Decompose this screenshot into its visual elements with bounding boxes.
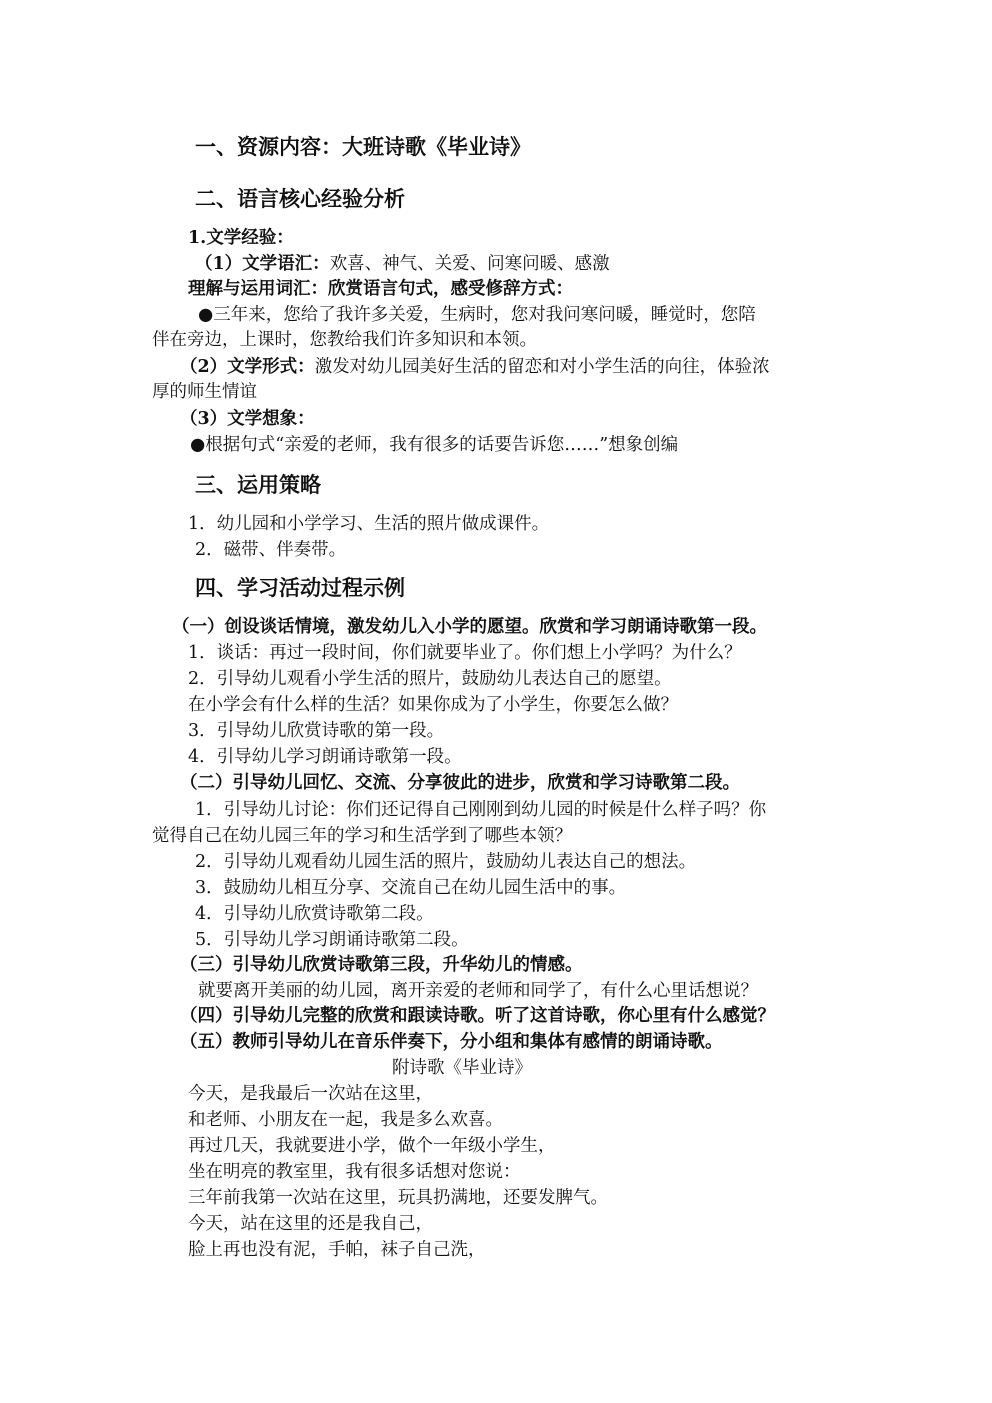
part-2-item-1: 1．引导幼儿讨论：你们还记得自己刚刚到幼儿园的时候是什么样子吗？你 <box>195 800 767 820</box>
form-line-2: 厚的师生情谊 <box>152 382 257 402</box>
imagination-text: ●根据句式“亲爱的老师，我有很多的话要告诉您……”想象创编 <box>190 435 679 455</box>
part-2-item-1-cont: 觉得自己在幼儿园三年的学习和生活学到了哪些本领？ <box>152 826 572 846</box>
strategy-item-2: 2．磁带、伴奏带。 <box>195 540 347 560</box>
section-1-heading: 一、资源内容：大班诗歌《毕业诗》 <box>195 135 531 159</box>
part-3-title: （三）引导幼儿欣赏诗歌第三段，升华幼儿的情感。 <box>180 955 583 975</box>
poem-line-5: 三年前我第一次站在这里，玩具扔满地，还要发脾气。 <box>188 1188 608 1208</box>
part-1-item-2: 2．引导幼儿观看小学生活的照片，鼓励幼儿表达自己的愿望。 <box>188 669 672 689</box>
part-2-item-4: 4．引导幼儿欣赏诗歌第二段。 <box>195 904 434 924</box>
part-3-text: 就要离开美丽的幼儿园，离开亲爱的老师和同学了，有什么心里话想说？ <box>198 981 758 1001</box>
part-2-title: （二）引导幼儿回忆、交流、分享彼此的进步，欣赏和学习诗歌第二段。 <box>180 773 740 793</box>
strategy-item-1: 1．幼儿园和小学学习、生活的照片做成课件。 <box>188 514 550 534</box>
understanding-line: 理解与运用词汇：欣赏语言句式，感受修辞方式： <box>188 279 573 299</box>
part-2-item-5: 5．引导幼儿学习朗诵诗歌第二段。 <box>195 930 469 950</box>
section-3-heading: 三、运用策略 <box>195 473 321 497</box>
vocab-line <box>195 252 610 276</box>
part-2-item-2: 2．引导幼儿观看幼儿园生活的照片，鼓励幼儿表达自己的想法。 <box>195 852 697 872</box>
section-2-heading: 二、语言核心经验分析 <box>195 187 405 211</box>
part-1-item-3: 在小学会有什么样的生活？如果你成为了小学生，你要怎么做？ <box>188 695 678 715</box>
example-line-1: ●三年来，您给了我许多关爱，生病时，您对我问寒问暖，睡觉时，您陪 <box>198 305 756 325</box>
poem-line-3: 再过几天，我就要进小学，做个一年级小学生， <box>188 1136 556 1156</box>
poem-title: 附诗歌《毕业诗》 <box>392 1058 532 1078</box>
poem-line-6: 今天，站在这里的还是我自己， <box>188 1214 433 1234</box>
poem-line-1: 今天，是我最后一次站在这里， <box>188 1084 433 1104</box>
poem-line-4: 坐在明亮的教室里，我有很多话想对您说： <box>188 1162 521 1182</box>
form-label: （2）文学形式： <box>180 357 315 377</box>
part-5-title: （五）教师引导幼儿在音乐伴奏下，分小组和集体有感情的朗诵诗歌。 <box>180 1032 723 1052</box>
literary-experience-label: 1.文学经验： <box>188 228 294 248</box>
vocab-label: （1）文学语汇： <box>195 254 330 274</box>
vocab-text: 欢喜、神气、关爱、问寒问暖、感激 <box>329 254 610 274</box>
section-4-heading: 四、学习活动过程示例 <box>195 576 405 600</box>
poem-line-2: 和老师、小朋友在一起，我是多么欢喜。 <box>188 1110 503 1130</box>
poem-line-7: 脸上再也没有泥，手帕，袜子自己洗， <box>188 1240 486 1260</box>
part-1-title: （一）创设谈话情境，激发幼儿入小学的愿望。欣赏和学习朗诵诗歌第一段。 <box>172 617 767 637</box>
part-4-title: （四）引导幼儿完整的欣赏和跟读诗歌。听了这首诗歌，你心里有什么感觉？ <box>180 1006 775 1026</box>
form-text: 激发对幼儿园美好生活的留恋和对小学生活的向往，体验浓 <box>314 357 770 377</box>
form-line-1 <box>180 355 770 379</box>
part-1-item-5: 4．引导幼儿学习朗诵诗歌第一段。 <box>188 747 462 767</box>
example-line-2: 伴在旁边，上课时，您教给我们许多知识和本领。 <box>152 330 537 350</box>
part-1-item-4: 3．引导幼儿欣赏诗歌的第一段。 <box>188 721 445 741</box>
imagination-label: （3）文学想象： <box>180 409 315 429</box>
part-2-item-3: 3．鼓励幼儿相互分享、交流自己在幼儿园生活中的事。 <box>195 878 627 898</box>
part-1-item-1: 1．谈话：再过一段时间，你们就要毕业了。你们想上小学吗？为什么？ <box>188 643 742 663</box>
